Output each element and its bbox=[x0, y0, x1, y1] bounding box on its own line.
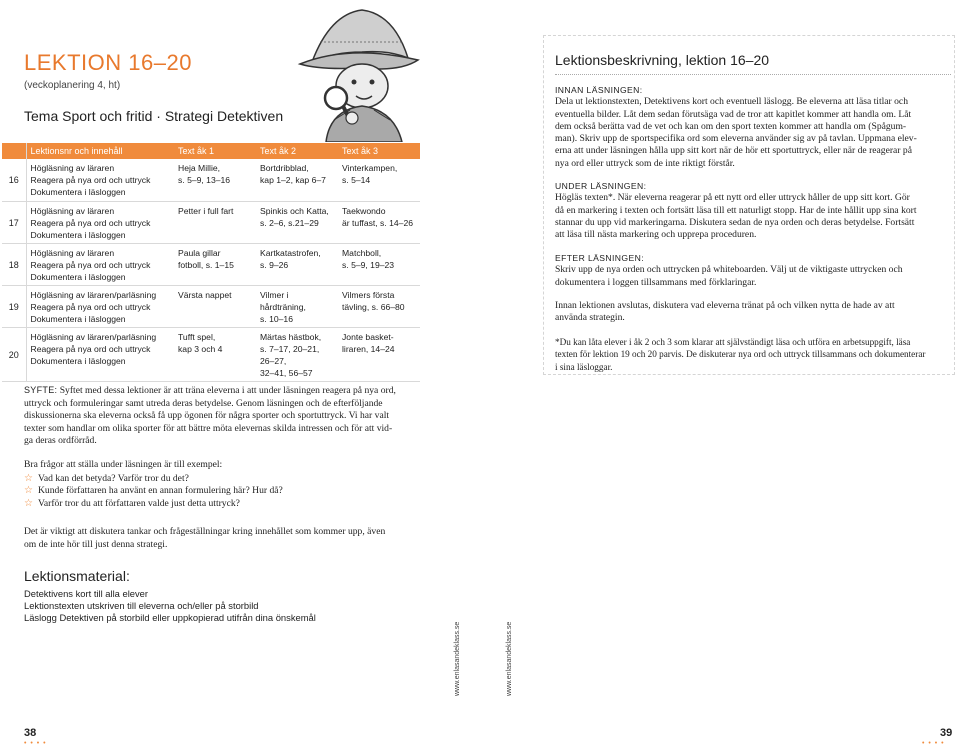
star-icon: ☆ bbox=[24, 472, 33, 484]
star-icon: ☆ bbox=[24, 497, 33, 509]
text-ak1-cell bbox=[174, 243, 256, 285]
star-icon: ☆ bbox=[24, 485, 33, 496]
cell-line: Matchboll, bbox=[342, 247, 382, 258]
table-row bbox=[2, 201, 420, 243]
list-item bbox=[24, 473, 419, 486]
text-ak2-cell bbox=[256, 243, 338, 285]
lesson-content-cell bbox=[26, 327, 174, 381]
lesson-plan-table bbox=[2, 143, 420, 382]
page-number-right: 39 bbox=[940, 727, 953, 739]
purpose-label: SYFTE: bbox=[24, 385, 58, 395]
lesson-content-cell bbox=[26, 243, 174, 285]
during-reading-section bbox=[555, 180, 951, 241]
question-text: Vad kan det betyda? Varför tror du det? bbox=[38, 472, 189, 484]
paragraph-line: man). Skriv upp de sportspecifika ord som eleverna använder sig av på tavlan. Uppmana elev- bbox=[555, 133, 917, 145]
cell-line: kap 1–2, kap 6–7 bbox=[260, 175, 326, 185]
footnote-line: i sina läsloggar. bbox=[555, 361, 613, 372]
table-header: Text åk 3 bbox=[338, 143, 420, 159]
text-ak3-cell bbox=[338, 201, 420, 243]
cell-line: fotboll, s. 1–15 bbox=[178, 259, 234, 270]
after-reading-section bbox=[555, 252, 951, 289]
purpose-line: ga deras ordförråd. bbox=[24, 435, 97, 446]
question-text: Varför tror du att författaren valde just detta uttryck? bbox=[38, 497, 240, 509]
paragraph-line: dokumentera i loggen tillsammans med förklaringar. bbox=[555, 276, 757, 288]
page-number-left: 38 bbox=[24, 727, 37, 739]
cell-line: Högläsning av läraren bbox=[30, 163, 115, 173]
table-header-number bbox=[2, 143, 26, 159]
cell-line: är tuffast, s. 14–26 bbox=[342, 217, 414, 228]
table-header: Text åk 1 bbox=[174, 143, 256, 159]
list-item: Läslogg Detektiven på storbild eller uppkopierad utifrån dina önskemål bbox=[24, 612, 316, 623]
cell-line: Spinkis och Katta, bbox=[260, 205, 329, 216]
paragraph-line: Skriv upp de nya orden och uttrycken på whiteboarden. Välj ut de viktigaste uttrycken och bbox=[555, 264, 903, 276]
text-ak1-cell bbox=[174, 327, 256, 381]
questions-section bbox=[24, 459, 419, 510]
title-divider bbox=[555, 74, 951, 75]
cell-line: kap 3 och 4 bbox=[178, 343, 223, 354]
text-ak1-cell bbox=[174, 201, 256, 243]
cell-line: 32–41, 56–57 bbox=[260, 367, 313, 378]
discussion-note bbox=[24, 526, 419, 551]
paragraph-line: stannar du upp vid markeringarna. Diskutera sedan de nya orden och deras betydelse. Fortsätt bbox=[555, 216, 915, 228]
lesson-content-cell bbox=[26, 201, 174, 243]
cell-line: Högläsning av läraren/parläsning bbox=[30, 331, 157, 342]
cell-line: Högläsning av läraren/parläsning bbox=[30, 289, 157, 300]
lesson-content-cell bbox=[26, 285, 174, 327]
material-list bbox=[24, 588, 316, 624]
table-row bbox=[2, 285, 420, 327]
cell-line: Vilmers första bbox=[342, 289, 395, 300]
paragraph-line: Innan lektionen avslutas, diskutera vad eleverna tränat på och vilken nytta de hade av att bbox=[555, 300, 895, 311]
lesson-number: 19 bbox=[2, 285, 26, 327]
cell-line: Dokumentera i läsloggen bbox=[30, 313, 126, 324]
paragraph-line: Dela ut lektionstexten, Detektivens kort och eventuell läslogg. Be eleverna att läsa titlar och bbox=[555, 96, 908, 108]
text-ak1-cell bbox=[174, 285, 256, 327]
purpose-line: uttryck och formuleringar samt utreda deras betydelse. Genom läsningen och de efterföljande bbox=[24, 397, 383, 409]
note-line: om de inte hör till just denna strategi. bbox=[24, 538, 168, 550]
text-ak2-cell bbox=[256, 201, 338, 243]
cell-line: s. 5–9, 13–16 bbox=[178, 175, 231, 185]
paragraph-line: dem också berätta vad de vet och kan om den sport texten kommer att handla om (Spågum- bbox=[555, 120, 907, 132]
lesson-content-cell bbox=[26, 159, 174, 201]
table-header: Text åk 2 bbox=[256, 143, 338, 159]
purpose-text: Syftet med dessa lektioner är att träna eleverna i att under läsningen reagera på nya ord, bbox=[59, 385, 396, 396]
cell-line: Dokumentera i läsloggen bbox=[30, 271, 126, 282]
section-title: Tema Sport och fritid · Strategi Detektiven bbox=[24, 108, 284, 124]
cell-line: Kartkatastrofen, bbox=[260, 247, 321, 258]
text-ak2-cell bbox=[256, 285, 338, 327]
purpose-line: diskussionerna ska eleverna också få upp ögonen för några sporter och sportuttryck. Vi har valt bbox=[24, 410, 390, 421]
table-header-row bbox=[2, 143, 420, 159]
lesson-number: 18 bbox=[2, 243, 26, 285]
cell-line: s. 7–17, 20–21, 26–27, bbox=[260, 343, 320, 366]
cell-line: Reagera på nya ord och uttryck bbox=[30, 301, 151, 312]
purpose-line bbox=[24, 384, 419, 398]
cell-line: Taekwondo bbox=[342, 205, 386, 216]
cell-line: Bortdribblad, bbox=[260, 163, 309, 173]
cell-line: Högläsning av läraren bbox=[30, 247, 115, 258]
page-dots-right: • • • • bbox=[922, 740, 945, 747]
cell-line: Dokumentera i läsloggen bbox=[30, 229, 126, 240]
cell-line: Vilmer i bbox=[260, 289, 289, 300]
before-reading-heading: INNAN LÄSNINGEN: bbox=[555, 85, 643, 95]
paragraph-line: använda strategin. bbox=[555, 312, 625, 324]
cell-line: Reagera på nya ord och uttryck bbox=[30, 217, 151, 228]
text-ak1-cell bbox=[174, 159, 256, 201]
closing-section bbox=[555, 300, 951, 325]
purpose-line: texter som handlar om olika sporter för att bättre möta elevernas skilda intressen och för att vid- bbox=[24, 422, 393, 434]
list-item: Lektionstexten utskriven till eleverna och/eller på storbild bbox=[24, 600, 259, 611]
cell-line: s. 10–16 bbox=[260, 313, 293, 324]
paragraph-line: Högläs texten*. När eleverna reagerar på ett nytt ord eller uttryck håller de upp sitt kort. Gör bbox=[555, 192, 910, 204]
after-reading-heading: EFTER LÄSNINGEN: bbox=[555, 253, 645, 263]
question-text: Kunde författaren ha använt en annan formulering här? Hur då? bbox=[38, 485, 283, 496]
table-header: Lektionsnr och innehåll bbox=[26, 143, 174, 159]
paragraph-line: nya ord eller uttryck som de inte riktigt förstår. bbox=[555, 157, 735, 169]
paragraph-line: erna att under läsningen hålla upp sitt kort när de hör ett sportuttryck, eller när de reagerar på bbox=[555, 145, 912, 157]
cell-line: Paula gillar bbox=[178, 247, 221, 258]
description-title: Lektionsbeskrivning, lektion 16–20 bbox=[555, 52, 770, 68]
table-row bbox=[2, 159, 420, 201]
cell-line: Vinterkampen, bbox=[342, 163, 398, 173]
lesson-number: 17 bbox=[2, 201, 26, 243]
website-vertical: www.enlasandeklass.se bbox=[506, 621, 513, 696]
cell-line: Reagera på nya ord och uttryck bbox=[30, 175, 151, 185]
questions-intro: Bra frågor att ställa under läsningen är till exempel: bbox=[24, 459, 223, 470]
list-item: Detektivens kort till alla elever bbox=[24, 588, 149, 599]
cell-line: s. 2–6, s.21–29 bbox=[260, 217, 319, 228]
cell-line: Högläsning av läraren bbox=[30, 205, 115, 216]
cell-line: s. 9–26 bbox=[260, 259, 289, 270]
lesson-title: LEKTION 16–20 bbox=[24, 50, 192, 75]
text-ak3-cell bbox=[338, 327, 420, 381]
material-heading: Lektionsmaterial: bbox=[24, 568, 130, 584]
lesson-number: 16 bbox=[2, 159, 26, 201]
cell-line: Reagera på nya ord och uttryck bbox=[30, 259, 151, 270]
text-ak2-cell bbox=[256, 327, 338, 381]
cell-line: Dokumentera i läsloggen bbox=[30, 355, 126, 366]
cell-line: s. 5–9, 19–23 bbox=[342, 259, 395, 270]
cell-line: Värsta nappet bbox=[178, 289, 232, 300]
table-row bbox=[2, 243, 420, 285]
paragraph-line: att läsa till nästa markering och upprepa proceduren. bbox=[555, 229, 757, 241]
page-dots-left: • • • • bbox=[24, 740, 47, 747]
lesson-number: 20 bbox=[2, 327, 26, 381]
paragraph-line: då en markering i texten och fortsätt läsa till ett naturligt stopp. Har de inte hållit upp sina kort bbox=[555, 204, 917, 216]
before-reading-section bbox=[555, 84, 951, 170]
footnote-section bbox=[555, 336, 951, 373]
footnote-line: *Du kan låta elever i åk 2 och 3 som klarar att självständigt läsa och utföra en arbetsuppgift, läsa bbox=[555, 337, 911, 347]
note-line: Det är viktigt att diskutera tankar och frågeställningar kring innehållet som kommer upp, även bbox=[24, 526, 386, 537]
text-ak3-cell bbox=[338, 159, 420, 201]
cell-line: liraren, 14–24 bbox=[342, 343, 395, 354]
cell-line: Reagera på nya ord och uttryck bbox=[30, 343, 151, 354]
cell-line: Petter i full fart bbox=[178, 205, 234, 216]
cell-line: s. 5–14 bbox=[342, 175, 371, 185]
cell-line: Heja Millie, bbox=[178, 163, 221, 173]
questions-list bbox=[24, 473, 419, 511]
list-item bbox=[24, 485, 419, 498]
cell-line: Dokumentera i läsloggen bbox=[30, 187, 126, 197]
detective-icon bbox=[290, 2, 425, 142]
text-ak2-cell bbox=[256, 159, 338, 201]
text-ak3-cell bbox=[338, 285, 420, 327]
website-vertical: www.enlasandeklass.se bbox=[454, 621, 461, 696]
lesson-subtitle: (veckoplanering 4, ht) bbox=[24, 80, 121, 91]
list-item bbox=[24, 498, 419, 511]
cell-line: Jonte basket- bbox=[342, 331, 394, 342]
purpose-section bbox=[24, 384, 419, 448]
text-ak3-cell bbox=[338, 243, 420, 285]
footnote-line: texten för lektion 19 och 20 parvis. De diskuterar nya ord och uttryck tillsammans och dokumenterar bbox=[555, 349, 926, 360]
during-reading-heading: UNDER LÄSNINGEN: bbox=[555, 181, 647, 191]
table-row bbox=[2, 327, 420, 381]
cell-line: Märtas hästbok, bbox=[260, 331, 322, 342]
cell-line: tävling, s. 66–80 bbox=[342, 301, 405, 312]
paragraph-line: eventuella bilder. Låt dem sedan förutsäga vad de tror att kapitlet kommer att handla om. Låt bbox=[555, 108, 912, 120]
cell-line: hårdträning, bbox=[260, 301, 306, 312]
cell-line: Tufft spel, bbox=[178, 331, 216, 342]
